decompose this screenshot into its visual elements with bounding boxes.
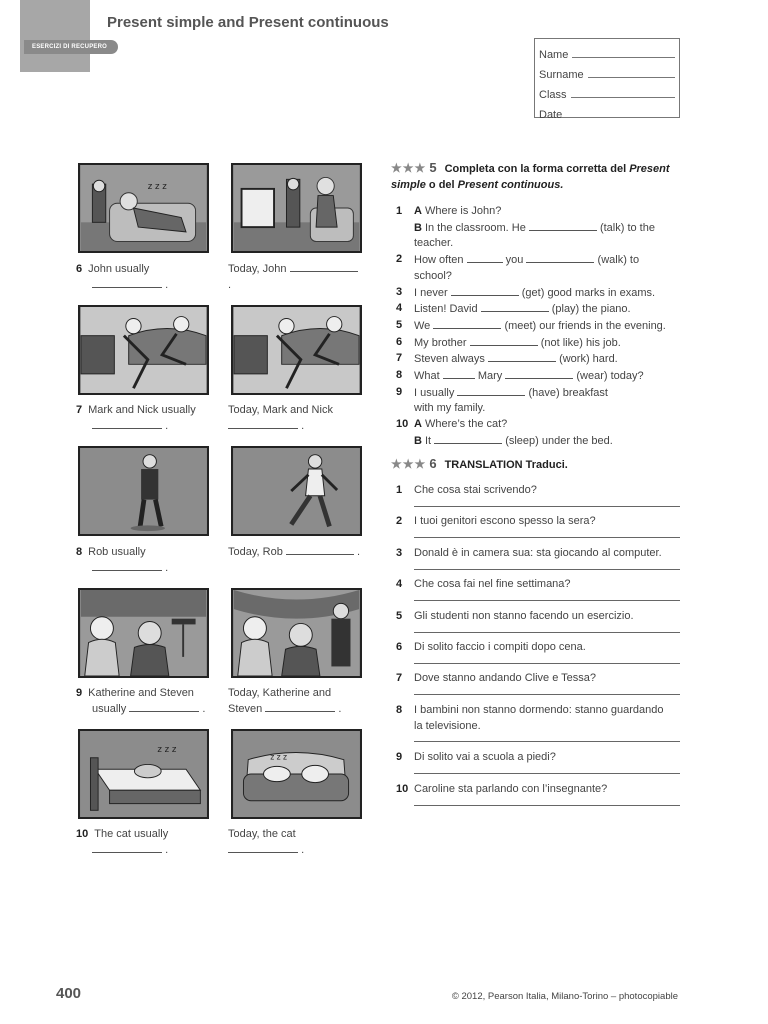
svg-text:z z z: z z z xyxy=(147,181,167,192)
date-field[interactable] xyxy=(539,101,675,121)
answer-line xyxy=(414,734,680,742)
translation-item[interactable]: 7 Dove stanno andando Clive e Tessa? xyxy=(396,671,680,695)
exercise-5-item[interactable]: 9 I usually (have) breakfast xyxy=(396,385,608,399)
svg-text:z z z: z z z xyxy=(270,752,288,762)
caption-mark-nick-usually: 7 Mark and Nick usually xyxy=(76,404,196,416)
exercise-5-item[interactable]: B In the classroom. He (talk) to the xyxy=(414,221,655,234)
exercise-5-item[interactable]: 8 What Mary (wear) today? xyxy=(396,369,644,383)
difficulty-stars-icon: ★★★ xyxy=(391,161,427,175)
answer-line xyxy=(414,562,680,570)
answer-line xyxy=(414,687,680,695)
exercise-5-item: 1 A Where is John? xyxy=(396,205,502,217)
caption-john-today: Today, John xyxy=(228,261,358,277)
translation-item[interactable]: 6 Di solito faccio i compiti dopo cena. xyxy=(396,640,680,664)
answer-line-cat-usually[interactable]: . xyxy=(92,842,168,858)
class-label: Class xyxy=(539,89,567,101)
picture-katherine-steven-today xyxy=(231,588,362,678)
caption-mark-nick-today: Today, Mark and Nick xyxy=(228,404,333,416)
exercise-5-item: 10 A Where’s the cat? xyxy=(396,418,508,431)
exercise-5-item[interactable]: 2 How often you (walk) to xyxy=(396,253,640,267)
translation-item[interactable]: 1 Che cosa stai scrivendo? xyxy=(396,483,680,507)
answer-line xyxy=(414,530,680,538)
translation-item[interactable]: 9 Di solito vai a scuola a piedi? xyxy=(396,750,680,774)
translation-item[interactable]: 10 Caroline sta parlando con l’insegnante? xyxy=(396,782,680,806)
caption-katherine-steven-usually: 9 Katherine and Steven xyxy=(76,687,194,699)
svg-text:z z z: z z z xyxy=(157,745,177,756)
translation-item[interactable]: 4 Che cosa fai nel fine settimana? xyxy=(396,577,680,601)
picture-john-today xyxy=(231,163,362,253)
picture-katherine-steven-usually xyxy=(78,588,209,678)
picture-rob-today xyxy=(231,446,362,536)
page-number: 400 xyxy=(56,985,82,1002)
caption-katherine-steven-today: Today, Katherine and xyxy=(228,687,332,699)
date-label: Date xyxy=(539,109,563,121)
caption-cat-today: Today, the cat xyxy=(228,828,296,840)
copyright-notice: © 2012, Pearson Italia, Milano-Torino – photocopiable xyxy=(451,991,678,1002)
exercise-6-heading: ★★★ 6 TRANSLATION Traduci. xyxy=(391,456,568,471)
translation-item[interactable]: 3 Donald è in camera sua: sta giocando al computer. xyxy=(396,546,680,570)
name-field[interactable] xyxy=(539,41,675,61)
answer-line xyxy=(414,766,680,774)
answer-line xyxy=(414,593,680,601)
picture-mark-nick-usually xyxy=(78,305,209,395)
answer-line-katherine-steven-today[interactable]: Steven . xyxy=(228,703,342,715)
exercise-5-list: 1 A Where is John? B In the classroom. He (talk) to the teacher. 2 How often you (walk) to school? 3 I never (get) good marks in exams. 4 Listen! David (play) the piano. 5 We (meet) our friends in the evening. 6 My brother (not like) his job. 7 Steven always (work) hard. 8 What Mary (wear) today? 9 I usually (have) breakfast with my family. 10 A Where’s the cat? B It (sleep) under the bed. xyxy=(396,204,686,450)
surname-field[interactable] xyxy=(539,61,675,81)
surname-label: Surname xyxy=(539,69,584,81)
answer-line-mark-nick-usually[interactable]: . xyxy=(92,418,168,434)
translation-item[interactable]: 5 Gli studenti non stanno facendo un esercizio. xyxy=(396,609,680,633)
exercise-5-heading: ★★★ 5 Completa con la forma corretta del Present simple o del Present continuous. xyxy=(391,160,670,191)
section-tab-label: ESERCIZI DI RECUPERO xyxy=(24,40,118,54)
name-label: Name xyxy=(539,49,569,61)
picture-john-usually xyxy=(78,163,209,253)
class-field[interactable] xyxy=(539,81,675,101)
exercise-5-item[interactable]: 5 We (meet) our friends in the evening. xyxy=(396,318,666,332)
caption-john-usually: 6 John usually xyxy=(76,263,150,275)
answer-line-rob-usually[interactable]: . xyxy=(92,560,168,576)
page-title: Present simple and Present continuous xyxy=(107,14,389,31)
answer-line xyxy=(414,798,680,806)
exercise-5-item[interactable]: 7 Steven always (work) hard. xyxy=(396,352,618,366)
exercise-5-item[interactable]: 4 Listen! David (play) the piano. xyxy=(396,302,631,316)
answer-line xyxy=(414,625,680,633)
answer-line xyxy=(414,499,680,507)
answer-line-mark-nick-today[interactable]: . xyxy=(228,418,304,434)
answer-end-john-today: . xyxy=(228,279,232,291)
picture-cat-usually xyxy=(78,729,209,819)
exercise-5-item[interactable]: 3 I never (get) good marks in exams. xyxy=(396,285,656,299)
translation-item[interactable]: 2 I tuoi genitori escono spesso la sera? xyxy=(396,514,680,538)
section-tab xyxy=(20,0,90,72)
answer-line-john-usually[interactable]: . xyxy=(92,277,168,293)
caption-cat-usually: 10 The cat usually xyxy=(76,828,169,840)
answer-line xyxy=(414,656,680,664)
caption-rob-usually: 8 Rob usually xyxy=(76,546,146,558)
exercise-5-item[interactable]: B It (sleep) under the bed. xyxy=(414,434,613,447)
exercise-5-item[interactable]: 6 My brother (not like) his job. xyxy=(396,335,621,349)
picture-cat-today xyxy=(231,729,362,819)
answer-line-cat-today[interactable]: . xyxy=(228,842,304,858)
picture-rob-usually xyxy=(78,446,209,536)
translation-item[interactable]: 8 I bambini non stanno dormendo: stanno guardando la televisione. xyxy=(396,703,680,742)
answer-line-katherine-steven-usually[interactable]: usually . xyxy=(92,703,206,715)
student-info-box xyxy=(534,38,680,121)
picture-mark-nick-today xyxy=(231,305,362,395)
caption-rob-today: Today, Rob . xyxy=(228,546,361,558)
difficulty-stars-icon: ★★★ xyxy=(391,457,427,471)
